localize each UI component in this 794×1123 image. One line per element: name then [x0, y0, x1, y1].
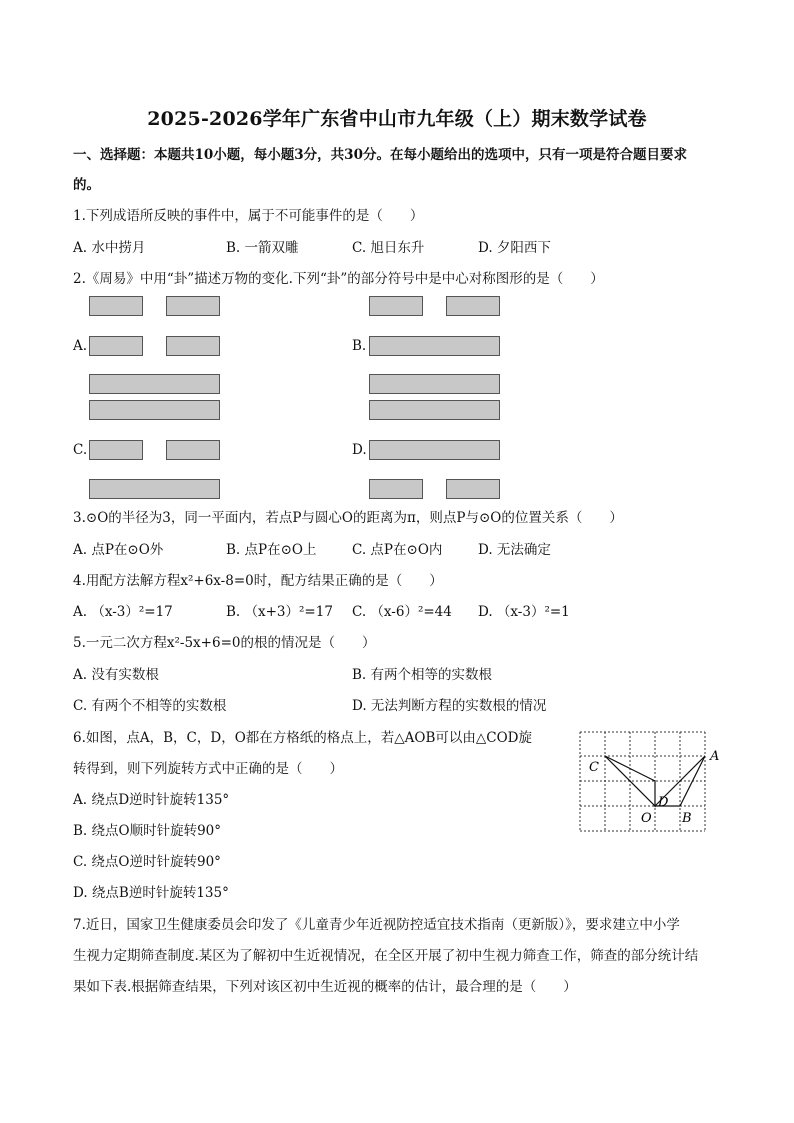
point-label-b: B	[682, 811, 692, 826]
section-1-instructions-line2: 的。	[73, 177, 100, 193]
question-7-stem-line2: 生视力定期筛查制度.某区为了解初中生近视情况，在全区开展了初中生视力筛查工作，筛查的部分统计结	[73, 948, 699, 964]
question-1-option-b: B. 一箭双雕	[226, 240, 299, 256]
question-2-stem: 2.《周易》中用“卦”描述万物的变化.下列“卦”的部分符号中是中心对称图形的是（ ）	[73, 271, 604, 287]
question-6-option-b: B. 绕点O顺时针旋转90°	[73, 823, 221, 839]
option-a-label: A.	[73, 338, 88, 354]
page-title: 2025-2026学年广东省中山市九年级（上）期末数学试卷	[147, 108, 647, 130]
question-4-option-b: B. （x+3）²=17	[226, 604, 333, 620]
question-1-stem: 1.下列成语所反映的事件中，属于不可能事件的是（ ）	[73, 208, 424, 224]
question-4-option-d: D. （x-3）²=1	[478, 604, 570, 620]
yin-line-left	[89, 336, 143, 356]
yin-line-right	[446, 479, 500, 499]
yin-line-right	[166, 296, 220, 316]
question-1-option-c: C. 旭日东升	[352, 240, 425, 256]
question-3-option-d: D. 无法确定	[478, 542, 551, 558]
option-d-label: D.	[352, 442, 367, 458]
yin-line-left	[369, 296, 423, 316]
yang-line	[89, 479, 220, 499]
yang-line	[89, 400, 220, 420]
point-label-o: O	[641, 811, 652, 826]
point-label-c: C	[589, 760, 599, 775]
question-3-option-b: B. 点P在⊙O上	[226, 542, 317, 558]
option-b-label: B.	[352, 338, 367, 354]
question-4-option-a: A. （x-3）²=17	[73, 604, 173, 620]
yang-line	[89, 374, 220, 394]
question-6-stem-line1: 6.如图，点A，B，C，D，O都在方格纸的格点上，若△AOB可以由△COD旋	[73, 730, 532, 746]
question-6-option-c: C. 绕点O逆时针旋转90°	[73, 854, 221, 870]
question-3-stem: 3.⊙O的半径为3，同一平面内，若点P与圆心O的距离为π，则点P与⊙O的位置关系（ ）	[73, 510, 623, 526]
section-1-instructions-line1: 一、选择题：本题共10小题，每小题3分，共30分。在每小题给出的选项中，只有一项是符合题目要求	[73, 147, 687, 163]
yin-line-left	[369, 479, 423, 499]
yang-line	[369, 336, 500, 356]
question-7-stem-line1: 7.近日，国家卫生健康委员会印发了《儿童青少年近视防控适宜技术指南（更新版）》，要求建立中小学	[73, 917, 680, 933]
yang-line	[369, 400, 500, 420]
yin-line-right	[446, 296, 500, 316]
question-6-option-d: D. 绕点B逆时针旋转135°	[73, 885, 229, 901]
question-3-option-a: A. 点P在⊙O外	[73, 542, 164, 558]
yin-line-left	[89, 440, 143, 460]
question-5-option-a: A. 没有实数根	[73, 667, 159, 683]
yin-line-right	[166, 336, 220, 356]
question-5-option-b: B. 有两个相等的实数根	[352, 667, 493, 683]
option-c-label: C.	[73, 442, 88, 458]
question-5-option-d: D. 无法判断方程的实数根的情况	[352, 698, 547, 714]
question-5-option-c: C. 有两个不相等的实数根	[73, 698, 227, 714]
yang-line	[369, 440, 500, 460]
question-1-option-d: D. 夕阳西下	[478, 240, 551, 256]
question-4-stem: 4.用配方法解方程x²+6x-8=0时，配方结果正确的是（ ）	[73, 573, 443, 589]
question-1-option-a: A. 水中捞月	[73, 240, 146, 256]
question-7-stem-line3: 果如下表.根据筛查结果，下列对该区初中生近视的概率的估计，最合理的是（ ）	[73, 979, 577, 995]
point-label-a: A	[710, 749, 720, 764]
yin-line-right	[166, 440, 220, 460]
yin-line-left	[89, 296, 143, 316]
question-6-stem-line2: 转得到，则下列旋转方式中正确的是（ ）	[73, 761, 343, 777]
question-3-option-c: C. 点P在⊙O内	[352, 542, 443, 558]
question-4-option-c: C. （x-6）²=44	[352, 604, 452, 620]
question-6-option-a: A. 绕点D逆时针旋转135°	[73, 792, 230, 808]
rotation-grid-figure	[572, 724, 732, 836]
point-label-d: D	[658, 795, 669, 810]
yang-line	[369, 374, 500, 394]
question-5-stem: 5.一元二次方程x²-5x+6=0的根的情况是（ ）	[73, 635, 376, 651]
